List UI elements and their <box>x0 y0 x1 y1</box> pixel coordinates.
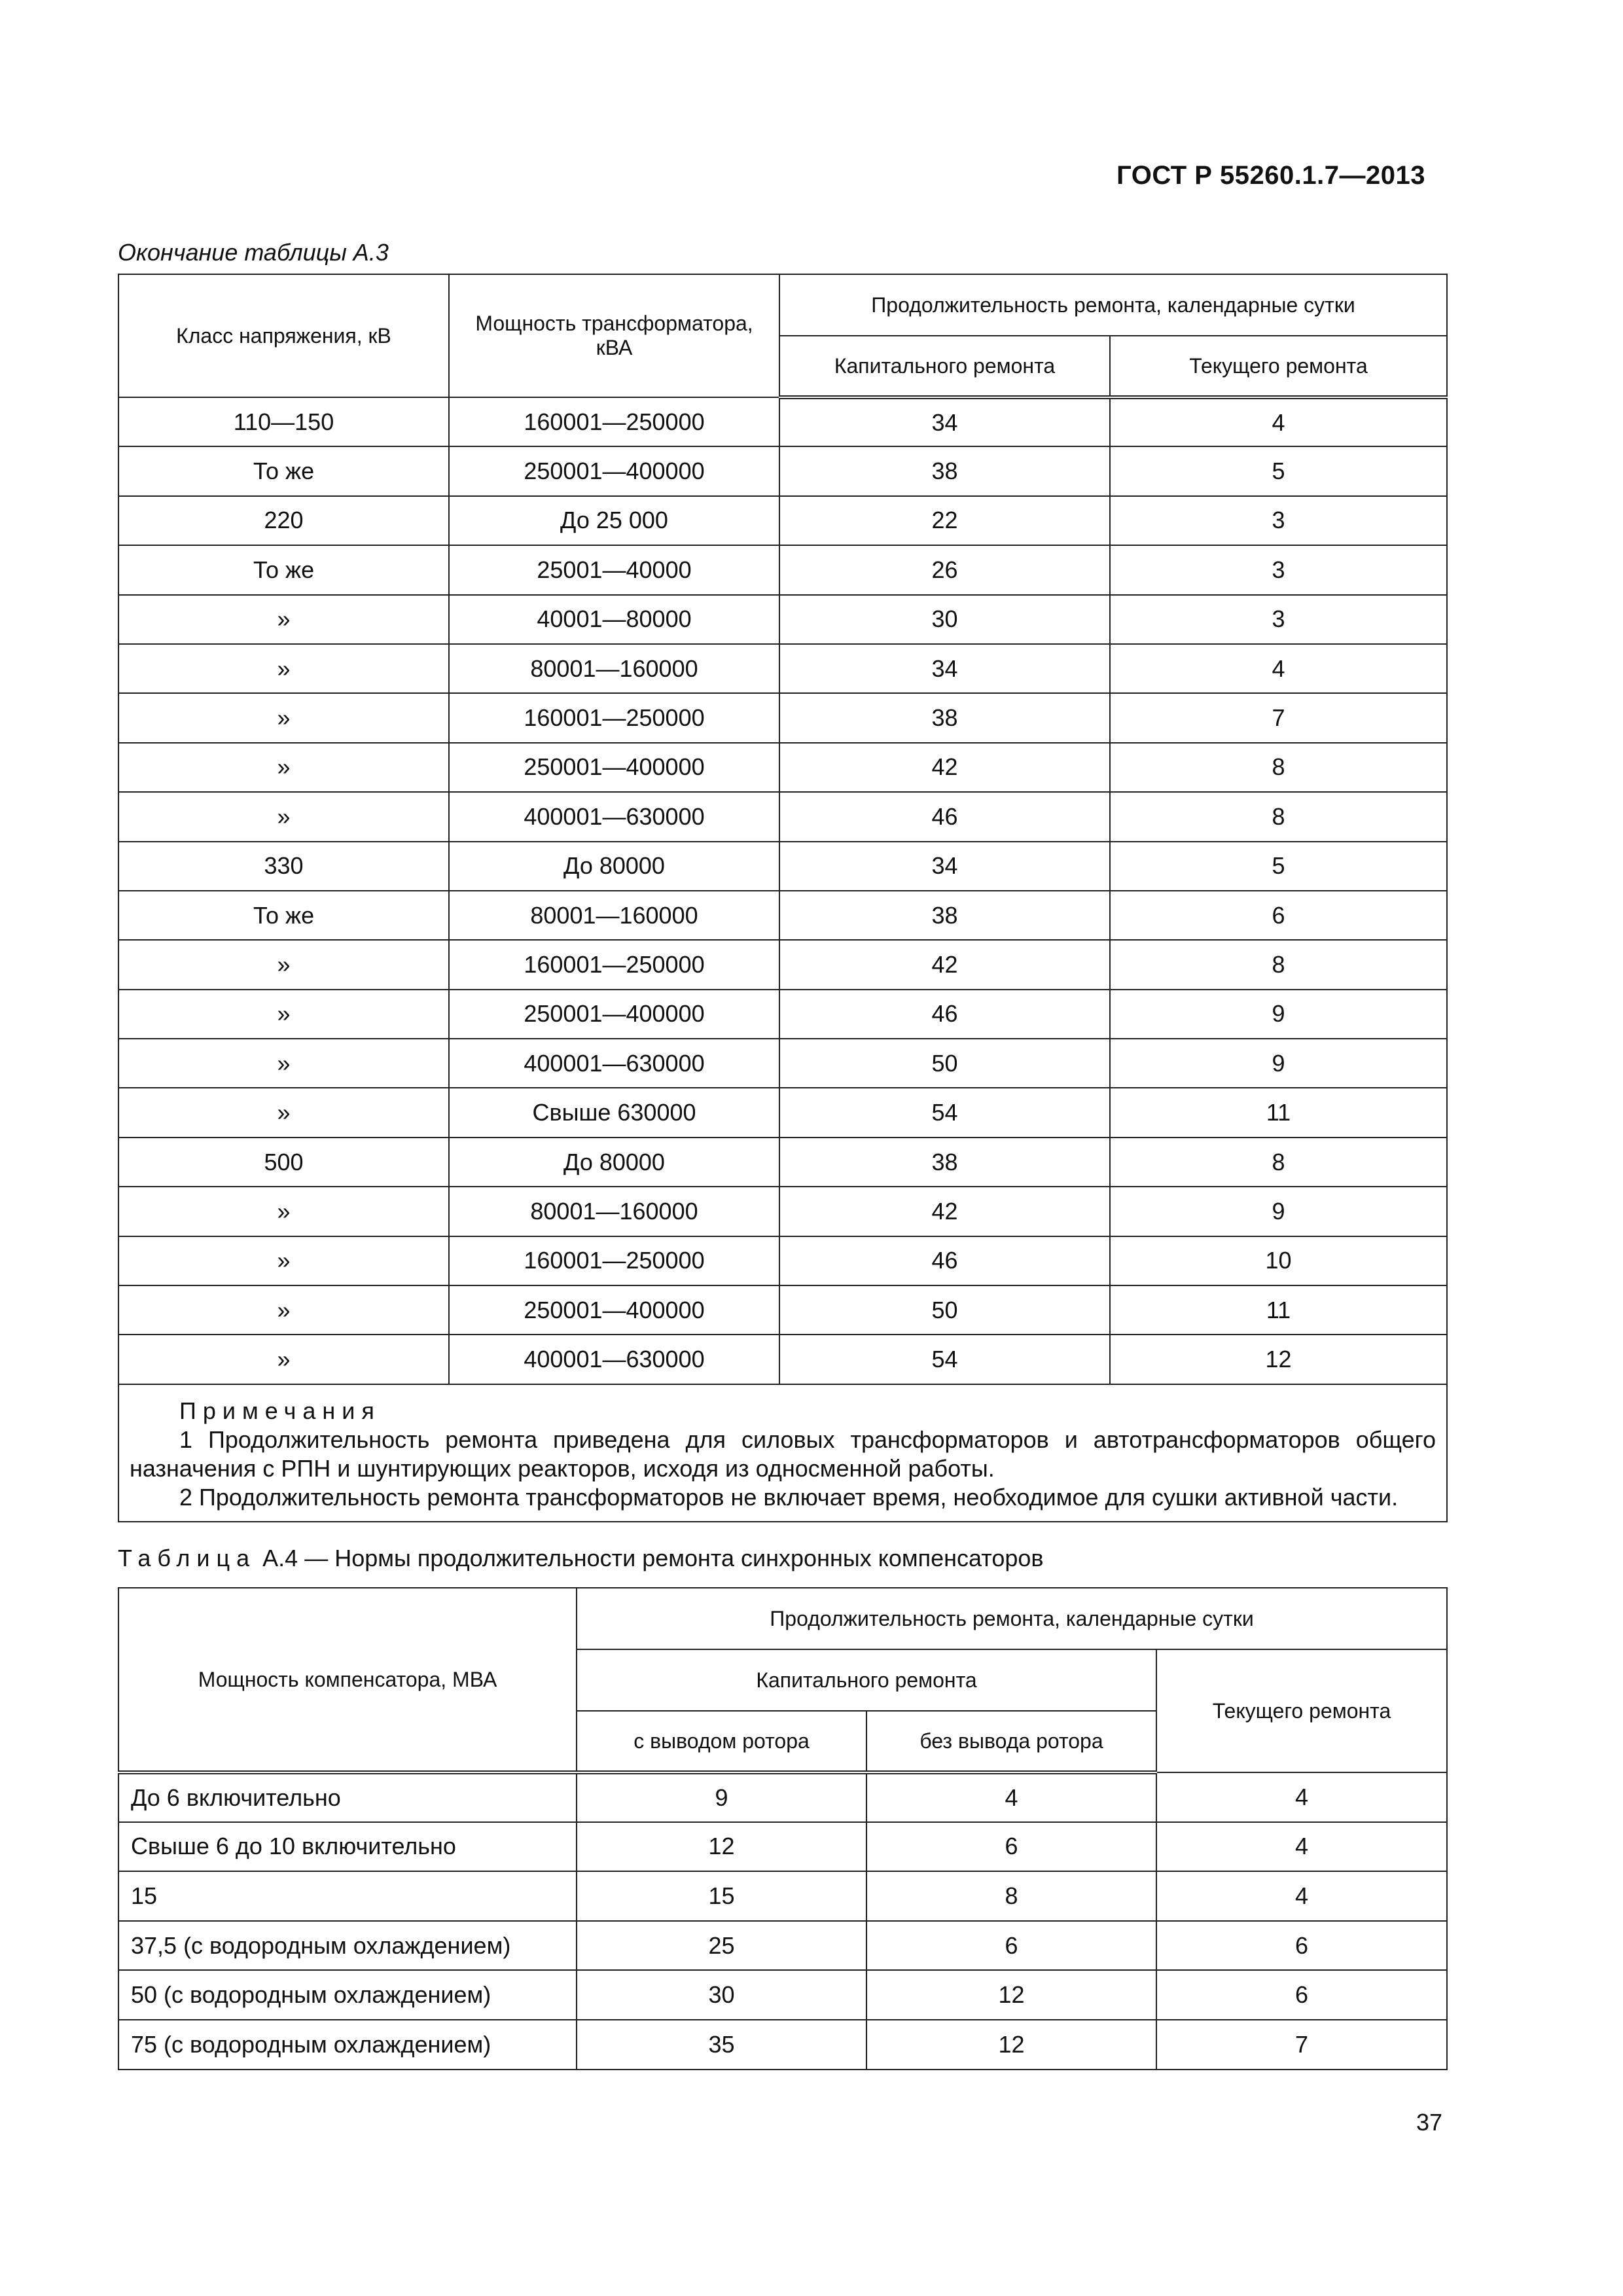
notes-cell <box>118 1384 1447 1522</box>
table-row <box>118 792 1447 841</box>
table-cell: 250001—400000 <box>449 446 779 495</box>
table-a3-body <box>118 397 1447 1384</box>
header-current-repair: Текущего ремонта <box>1110 336 1447 397</box>
table-row <box>118 1772 1447 1822</box>
table-row <box>118 545 1447 594</box>
table-cell: » <box>118 1039 449 1088</box>
table-cell: » <box>118 1088 449 1137</box>
header-with-rotor: с выводом ротора <box>577 1711 866 1772</box>
table-cell: 160001—250000 <box>449 1236 779 1285</box>
table-cell: 54 <box>779 1088 1110 1137</box>
document-code: ГОСТ Р 55260.1.7—2013 <box>1116 161 1425 190</box>
table-cell: 15 <box>118 1871 577 1921</box>
table-row <box>118 1039 1447 1088</box>
table-a4 <box>118 1587 1448 2070</box>
table-cell: 8 <box>1110 1138 1447 1187</box>
table-cell: 46 <box>779 990 1110 1039</box>
table-row <box>118 1970 1447 2020</box>
table-row <box>118 1088 1447 1137</box>
table-row <box>118 1822 1447 1872</box>
table-cell: 34 <box>779 842 1110 891</box>
header-a4-current-repair: Текущего ремонта <box>1156 1649 1447 1772</box>
table-cell: 34 <box>779 644 1110 693</box>
table-row <box>118 1187 1447 1236</box>
table-cell: 4 <box>1156 1772 1447 1822</box>
table-cell: 5 <box>1110 446 1447 495</box>
table-a3 <box>118 274 1448 1522</box>
table-cell: » <box>118 1187 449 1236</box>
table-cell: 12 <box>866 1970 1156 2020</box>
table-cell: 9 <box>1110 990 1447 1039</box>
table-cell: » <box>118 792 449 841</box>
table-cell: 42 <box>779 940 1110 989</box>
table-cell: 75 (с водородным охлаждением) <box>118 2020 577 2070</box>
table-row <box>118 990 1447 1039</box>
table-cell: 6 <box>866 1822 1156 1872</box>
table-cell: 250001—400000 <box>449 1285 779 1335</box>
table-cell: 42 <box>779 1187 1110 1236</box>
table-a4-caption-label: Таблица <box>118 1545 257 1571</box>
table-cell: То же <box>118 545 449 594</box>
table-row <box>118 1871 1447 1921</box>
table-cell: » <box>118 940 449 989</box>
table-cell: 160001—250000 <box>449 397 779 446</box>
table-cell: 330 <box>118 842 449 891</box>
table-cell: 46 <box>779 1236 1110 1285</box>
table-cell: 38 <box>779 446 1110 495</box>
table-cell: 8 <box>1110 743 1447 792</box>
table-cell: 25 <box>577 1921 866 1971</box>
table-cell: 3 <box>1110 496 1447 545</box>
table-row <box>118 446 1447 495</box>
table-cell: 6 <box>866 1921 1156 1971</box>
header-voltage-class: Класс напряжения, кВ <box>118 274 449 397</box>
table-cell: 8 <box>1110 940 1447 989</box>
table-cell: 4 <box>1156 1822 1447 1872</box>
table-cell: До 80000 <box>449 842 779 891</box>
notes-title: Примечания <box>179 1397 381 1424</box>
table-cell: То же <box>118 446 449 495</box>
table-row <box>118 1921 1447 1971</box>
table-cell: 4 <box>1110 644 1447 693</box>
table-cell: » <box>118 595 449 644</box>
table-cell: 220 <box>118 496 449 545</box>
table-cell: 3 <box>1110 595 1447 644</box>
table-cell: 6 <box>1110 891 1447 940</box>
header-a4-duration-group: Продолжительность ремонта, календарные сутки <box>577 1588 1447 1649</box>
table-cell: 26 <box>779 545 1110 594</box>
table-cell: 4 <box>866 1772 1156 1822</box>
table-a4-body <box>118 1772 1447 2070</box>
header-duration-group: Продолжительность ремонта, календарные сутки <box>779 274 1447 336</box>
table-cell: 4 <box>1110 397 1447 446</box>
table-row <box>118 940 1447 989</box>
table-row <box>118 496 1447 545</box>
table-row <box>118 397 1447 446</box>
table-cell: 10 <box>1110 1236 1447 1285</box>
header-a4-capital-repair: Капитального ремонта <box>577 1649 1156 1711</box>
table-cell: 160001—250000 <box>449 693 779 742</box>
table-a4-caption-text: А.4 — Нормы продолжительности ремонта синхронных компенсаторов <box>262 1545 1044 1571</box>
table-cell: 400001—630000 <box>449 792 779 841</box>
table-cell: 35 <box>577 2020 866 2070</box>
table-cell: 38 <box>779 693 1110 742</box>
table-cell: 38 <box>779 891 1110 940</box>
table-cell: До 80000 <box>449 1138 779 1187</box>
table-cell: 3 <box>1110 545 1447 594</box>
table-cell: До 6 включительно <box>118 1772 577 1822</box>
table-cell: 9 <box>1110 1039 1447 1088</box>
table-row <box>118 842 1447 891</box>
table-cell: 400001—630000 <box>449 1039 779 1088</box>
table-cell: 7 <box>1110 693 1447 742</box>
table-a3-caption: Окончание таблицы А.3 <box>118 239 389 266</box>
table-cell: 9 <box>1110 1187 1447 1236</box>
page-number: 37 <box>1416 2109 1442 2136</box>
table-cell: Свыше 6 до 10 включительно <box>118 1822 577 1872</box>
header-capital-repair: Капитального ремонта <box>779 336 1110 397</box>
table-cell: 11 <box>1110 1088 1447 1137</box>
table-row <box>118 743 1447 792</box>
table-cell: 12 <box>1110 1335 1447 1384</box>
table-cell: 22 <box>779 496 1110 545</box>
table-cell: 50 <box>779 1039 1110 1088</box>
table-cell: 54 <box>779 1335 1110 1384</box>
table-cell: 8 <box>866 1871 1156 1921</box>
table-cell: 6 <box>1156 1970 1447 2020</box>
note-1: 1 Продолжительность ремонта приведена для силовых трансформаторов и автотрансформаторов общего назначения с РПН и шунтирующих реакторов, исходя из односменной работы. <box>130 1426 1436 1482</box>
table-row <box>118 1285 1447 1335</box>
table-cell: 250001—400000 <box>449 990 779 1039</box>
table-cell: 7 <box>1156 2020 1447 2070</box>
table-row <box>118 644 1447 693</box>
table-cell: То же <box>118 891 449 940</box>
table-cell: 34 <box>779 397 1110 446</box>
table-cell: 15 <box>577 1871 866 1921</box>
table-cell: 250001—400000 <box>449 743 779 792</box>
table-row <box>118 2020 1447 2070</box>
table-cell: » <box>118 693 449 742</box>
table-cell: 12 <box>577 1822 866 1872</box>
table-cell: 30 <box>577 1970 866 2020</box>
table-row <box>118 1138 1447 1187</box>
table-cell: » <box>118 990 449 1039</box>
table-cell: » <box>118 1335 449 1384</box>
table-row <box>118 693 1447 742</box>
table-cell: 6 <box>1156 1921 1447 1971</box>
table-cell: 38 <box>779 1138 1110 1187</box>
table-cell: 80001—160000 <box>449 644 779 693</box>
table-cell: » <box>118 1285 449 1335</box>
table-cell: Свыше 630000 <box>449 1088 779 1137</box>
table-cell: 400001—630000 <box>449 1335 779 1384</box>
table-row <box>118 891 1447 940</box>
table-cell: 80001—160000 <box>449 1187 779 1236</box>
header-without-rotor: без вывода ротора <box>866 1711 1156 1772</box>
table-cell: 4 <box>1156 1871 1447 1921</box>
table-a4-caption <box>118 1545 1044 1572</box>
table-cell: 80001—160000 <box>449 891 779 940</box>
table-cell: 30 <box>779 595 1110 644</box>
table-cell: 37,5 (с водородным охлаждением) <box>118 1921 577 1971</box>
table-cell: 46 <box>779 792 1110 841</box>
table-cell: » <box>118 644 449 693</box>
table-cell: 5 <box>1110 842 1447 891</box>
table-cell: 42 <box>779 743 1110 792</box>
table-cell: 8 <box>1110 792 1447 841</box>
table-row <box>118 1335 1447 1384</box>
header-transformer-power: Мощность трансформатора, кВА <box>449 274 779 397</box>
table-cell: » <box>118 1236 449 1285</box>
table-cell: 40001—80000 <box>449 595 779 644</box>
table-cell: До 25 000 <box>449 496 779 545</box>
table-cell: 50 (с водородным охлаждением) <box>118 1970 577 2020</box>
table-cell: 11 <box>1110 1285 1447 1335</box>
table-cell: 12 <box>866 2020 1156 2070</box>
table-cell: 500 <box>118 1138 449 1187</box>
table-cell: 160001—250000 <box>449 940 779 989</box>
table-row <box>118 1236 1447 1285</box>
note-2: 2 Продолжительность ремонта трансформаторов не включает время, необходимое для сушки активной части. <box>179 1483 1399 1511</box>
table-cell: 50 <box>779 1285 1110 1335</box>
header-compensator-power: Мощность компенсатора, МВА <box>118 1588 577 1772</box>
table-row <box>118 595 1447 644</box>
table-cell: 25001—40000 <box>449 545 779 594</box>
table-cell: » <box>118 743 449 792</box>
table-cell: 110—150 <box>118 397 449 446</box>
table-cell: 9 <box>577 1772 866 1822</box>
